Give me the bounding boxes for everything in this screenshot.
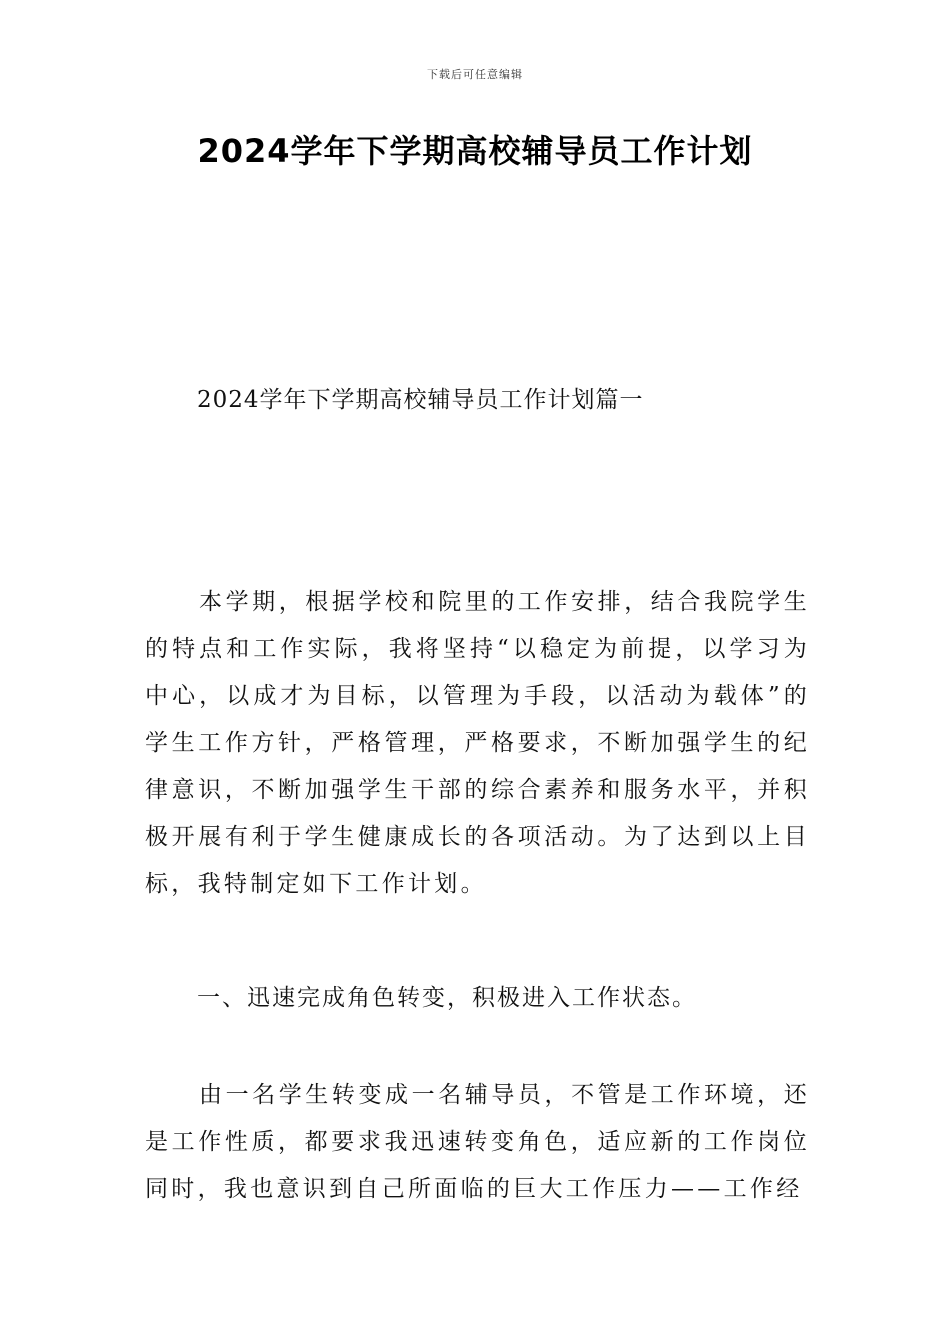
document-subtitle: 2024学年下学期高校辅导员工作计划篇一	[197, 387, 644, 413]
section-heading-1: 一、迅速完成角色转变，积极进入工作状态。	[197, 985, 697, 1011]
paragraph-section-1: 由一名学生转变成一名辅导员，不管是工作环境，还是工作性质，都要求我迅速转变角色，适应新的工作岗位同时，我也意识到自己所面临的巨大工作压力——工作经	[145, 1082, 810, 1202]
paragraph-intro: 本学期，根据学校和院里的工作安排，结合我院学生的特点和工作实际，我将坚持“以稳定为前提，以学习为中心，以成才为目标，以管理为手段，以活动为载体”的学生工作方针，严格管理，严格要求，不断加强学生的纪律意识，不断加强学生干部的综合素养和服务水平，并积极开展有利于学生健康成长的各项活动。为了达到以上目标，我特制定如下工作计划。	[145, 589, 810, 897]
header-note: 下载后可任意编辑	[427, 68, 523, 81]
document-title: 2024学年下学期高校辅导员工作计划	[197, 132, 753, 170]
